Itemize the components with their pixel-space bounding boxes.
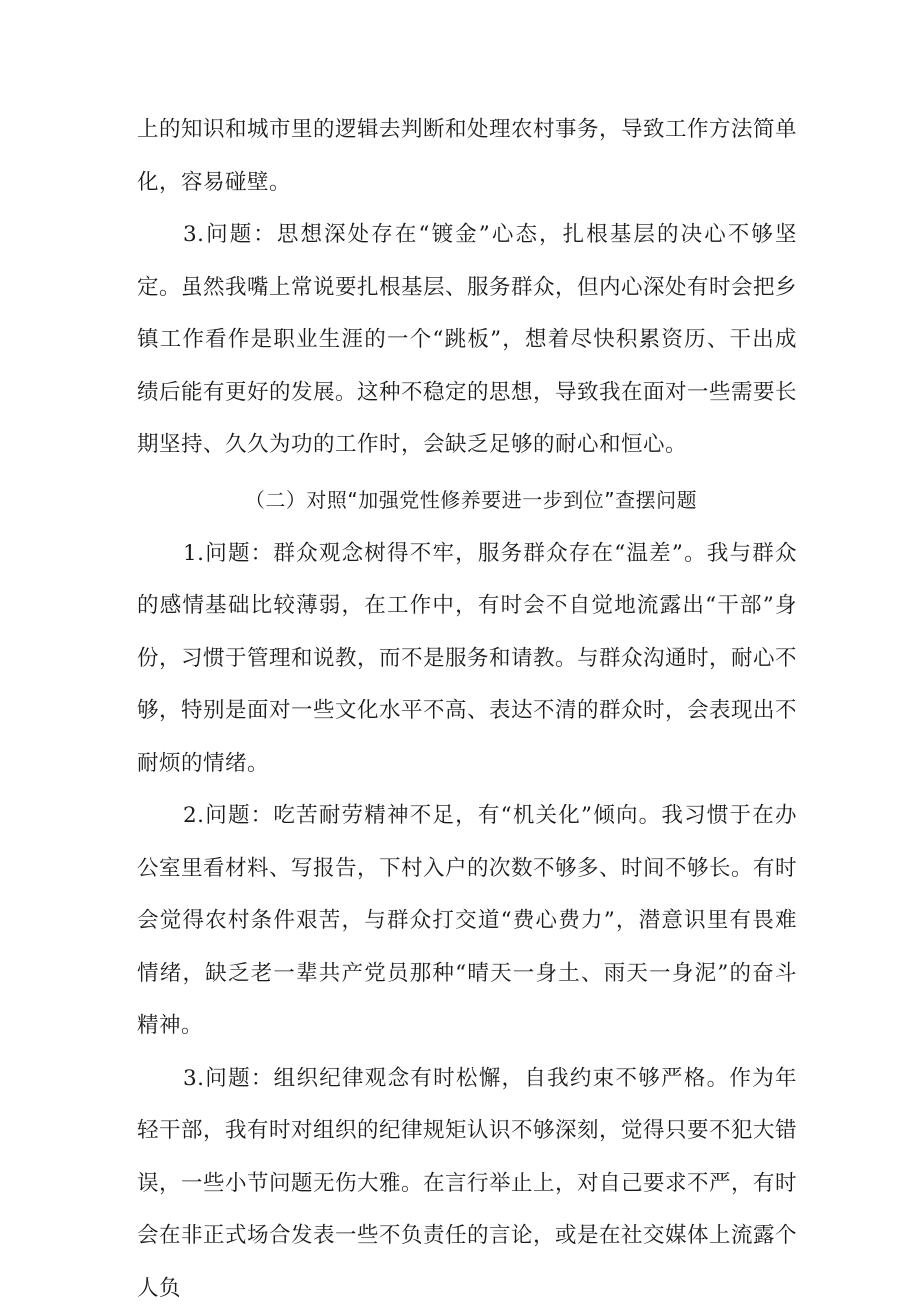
paragraph-section-problem-2: 2.问题：吃苦耐劳精神不足，有“机关化”倾向。我习惯于在办公室里看材料、写报告，下村入户的次数不够多、时间不够长。有时会觉得农村条件艰苦，与群众打交道“费心费力”，潜意识里有畏难情绪，缺乏老一辈共产党员那种“晴天一身土、雨天一身泥”的奋斗精神。 — [137, 790, 797, 1053]
paragraph-section-problem-3: 3.问题：组织纪律观念有时松懈，自我约束不够严格。作为年轻干部，我有时对组织的纪律规矩认识不够深刻，觉得只要不犯大错误，一些小节问题无伤大雅。在言行举止上，对自己要求不严，有时会在非正式场合发表一些不负责任的言论，或是在社交媒体上流露个人负 — [137, 1053, 797, 1315]
paragraph-continuation: 上的知识和城市里的逻辑去判断和处理农村事务，导致工作方法简单化，容易碰壁。 — [137, 104, 797, 209]
paragraph-section-problem-1: 1.问题：群众观念树得不牢，服务群众存在“温差”。我与群众的感情基础比较薄弱，在工作中，有时会不自觉地流露出“干部”身份，习惯于管理和说教，而不是服务和请教。与群众沟通时，耐心不够，特别是面对一些文化水平不高、表达不清的群众时，会表现出不耐烦的情绪。 — [137, 528, 797, 791]
document-body — [137, 104, 797, 1315]
paragraph-problem-3: 3.问题：思想深处存在“镀金”心态，扎根基层的决心不够坚定。虽然我嘴上常说要扎根基层、服务群众，但内心深处有时会把乡镇工作看作是职业生涯的一个“跳板”，想着尽快积累资历、干出成绩后能有更好的发展。这种不稳定的思想，导致我在面对一些需要长期坚持、久久为功的工作时，会缺乏足够的耐心和恒心。 — [137, 209, 797, 472]
section-heading: （二）对照“加强党性修养要进一步到位”查摆问题 — [137, 472, 797, 528]
